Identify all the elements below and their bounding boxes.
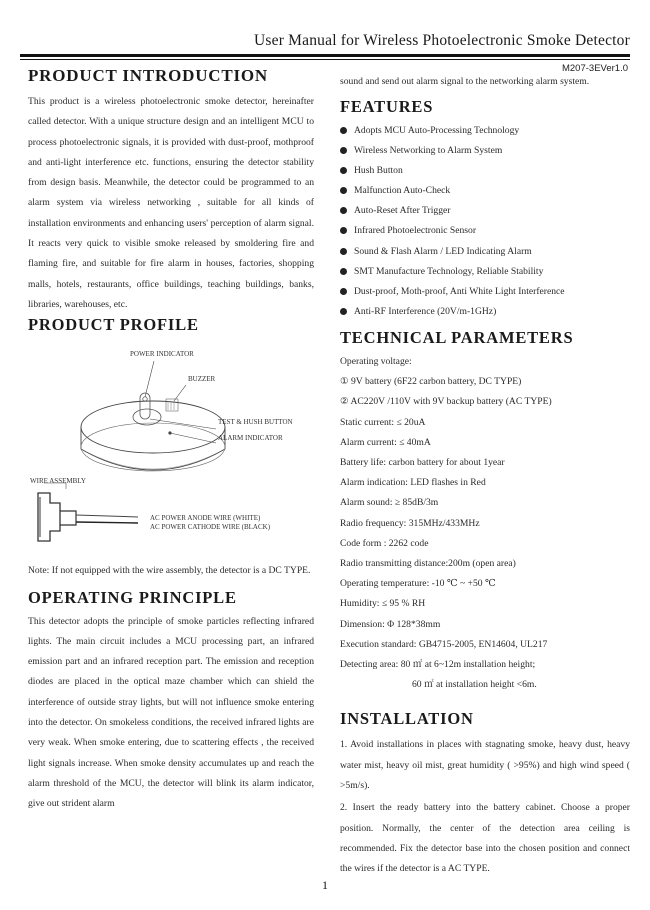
tech-line: ② AC220V /110V with 9V backup battery (AC TYPE) — [340, 396, 552, 408]
version-label: M207-3EVer1.0 — [561, 63, 628, 74]
tech-line: Radio transmitting distance:200m (open area) — [340, 557, 516, 569]
manual-title: User Manual for Wireless Photoelectronic Smoke Detector — [254, 32, 630, 49]
label-anode-wire: AC POWER ANODE WIRE (WHITE) — [150, 514, 261, 523]
intro-text: This product is a wireless photoelectronic smoke detector, hereinafter called detector. With a unique structure design and an intelligent MCU to process photoelectronic signals, it is provided with dust-proof, mothproof and anti-light interference etc. functions, ensuring the detector stability from design basis. Meanwhile, the detector could be programmed to an alarm system via wireless networking , suitable for all kinds of installation environments and enhancing users' perception of alarm signal. It reacts very quick to visible smoke released by smoldering fire and flaming fire, and suitable for fire alarm in houses, factories, shopping malls, hotels, restaurants, office buildings, teaching buildings, banks, libraries, warehouses, etc. — [28, 96, 314, 310]
tech-line: Humidity: ≤ 95 % RH — [340, 598, 426, 610]
tech-line: ① 9V battery (6F22 carbon battery, DC TYPE) — [340, 376, 522, 388]
bullet-icon — [340, 268, 347, 275]
profile-heading: PRODUCT PROFILE — [28, 315, 199, 335]
label-power-indicator: POWER INDICATOR — [130, 350, 194, 359]
label-test-hush-button: TEST & HUSH BUTTON — [218, 418, 293, 427]
header-rule-thick — [20, 54, 630, 57]
product-diagram — [28, 335, 328, 577]
bullet-icon — [340, 127, 347, 134]
right-column — [340, 64, 630, 879]
feature-item: Auto-Reset After Trigger — [340, 201, 630, 221]
tech-line: Dimension: Φ 128*38mm — [340, 618, 441, 630]
bullet-icon — [340, 288, 347, 295]
tech-line: Static current: ≤ 20uA — [340, 416, 426, 428]
tech-line: Alarm current: ≤ 40mA — [340, 436, 431, 448]
bullet-icon — [340, 147, 347, 154]
feature-item: Wireless Networking to Alarm System — [340, 141, 630, 161]
bullet-icon — [340, 187, 347, 194]
label-wire-assembly: WIRE ASSEMBLY — [30, 477, 86, 486]
installation-step-2: 2. Insert the ready battery into the battery cabinet. Choose a proper position. Normally, the center of the detection area ceiling is recommended. Fix the detector base into the chosen position and connect the wires if the detector is a AC TYPE. — [340, 802, 630, 875]
tech-line: Code form : 2262 code — [340, 537, 429, 549]
tech-line: Operating temperature: -10 ℃ ~ +50 ℃ — [340, 578, 496, 590]
label-buzzer: BUZZER — [188, 375, 216, 384]
operating-continuation: sound and send out alarm signal to the networking alarm system. — [340, 76, 590, 87]
label-cathode-wire: AC POWER CATHODE WIRE (BLACK) — [150, 523, 271, 532]
tech-line: Radio frequency: 315MHz/433MHz — [340, 517, 480, 529]
page-number: 1 — [322, 878, 328, 892]
tech-line: Alarm sound: ≥ 85dB/3m — [340, 497, 439, 509]
features-list — [340, 121, 630, 322]
detector-drawing — [20, 335, 320, 577]
intro-heading: PRODUCT INTRODUCTION — [28, 66, 269, 85]
label-alarm-indicator: ALARM INDICATOR — [218, 434, 283, 443]
tech-line: Execution standard: GB4715-2005, EN14604, UL217 — [340, 638, 548, 650]
installation-step-1: 1. Avoid installations in places with stagnating smoke, heavy dust, heavy water mist, heavy oil mist, great humidity ( >95%) and high wind speed ( >5m/s). — [340, 739, 630, 791]
feature-item: Anti-RF Interference (20V/m-1GHz) — [340, 302, 630, 322]
tech-line: 60 ㎡ at installation height <6m. — [412, 679, 537, 691]
header-rule-thin — [20, 59, 630, 60]
bullet-icon — [340, 227, 347, 234]
operating-text: This detector adopts the principle of smoke particles reflecting infrared lights. The main circuit includes a MCU processing part, an infrared emission part and an infrared reception part. The emission and reception diodes are placed in the optical maze chamber which can shield the interference of outside stray lights, but will not influence smoke entering into the detector. On smokeless conditions, the received infrared lights are very weak. When smoke entering, due to scattering effects , the received light signals increase. When smoke density accumulates up and reach the alarm threshold of the MCU, the detector will blink its alarm indicator, give out strident alarm — [28, 615, 314, 810]
feature-item: Dust-proof, Moth-proof, Anti White Light Interference — [340, 282, 630, 302]
left-column — [28, 64, 314, 815]
feature-item: Infrared Photoelectronic Sensor — [340, 221, 630, 241]
bullet-icon — [340, 308, 347, 315]
installation-heading: INSTALLATION — [340, 709, 474, 729]
bullet-icon — [340, 207, 347, 214]
feature-item: Hush Button — [340, 161, 630, 181]
tech-line: Detecting area: 80 ㎡ at 6~12m installation height; — [340, 658, 536, 670]
feature-item: SMT Manufacture Technology, Reliable Stability — [340, 262, 630, 282]
tech-line: Alarm indication: LED flashes in Red — [340, 477, 486, 489]
feature-item: Malfunction Auto-Check — [340, 181, 630, 201]
operating-heading: OPERATING PRINCIPLE — [28, 587, 237, 607]
feature-item: Adopts MCU Auto-Processing Technology — [340, 121, 630, 141]
tech-parameters — [340, 352, 630, 695]
dc-type-note: Note: If not equipped with the wire assembly, the detector is a DC TYPE. — [28, 565, 311, 577]
features-heading: FEATURES — [340, 97, 434, 116]
bullet-icon — [340, 248, 347, 255]
feature-item: Sound & Flash Alarm / LED Indicating Alarm — [340, 242, 630, 262]
tech-heading: TECHNICAL PARAMETERS — [340, 327, 574, 347]
tech-line: Battery life: carbon battery for about 1year — [340, 456, 505, 468]
bullet-icon — [340, 167, 347, 174]
tech-line: Operating voltage: — [340, 355, 412, 367]
